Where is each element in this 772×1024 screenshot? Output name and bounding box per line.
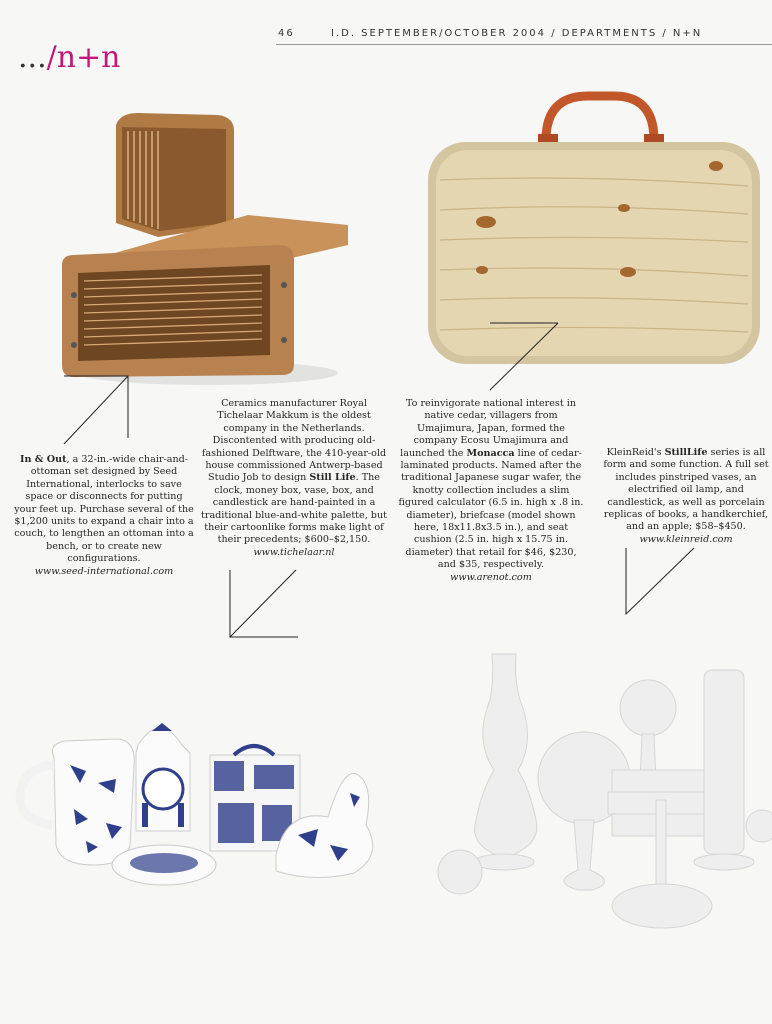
seed-url-link[interactable]: www.seed-international.com: [34, 565, 174, 577]
page-number: 46: [278, 28, 295, 39]
department-title: .../n+n: [18, 40, 121, 75]
caption-still-life: Ceramics manufacturer Royal Tichelaar Makkum is the oldest company in the Netherlands. Discontented with producing old-fashioned Delftware, the 410-year-old house commissioned Antwerp-based Studio Job to design Still Life. The clock, money box, vase, box, and candlestick are hand-painted in a traditional blue-and-white palette, but their cartoonlike forms make light of their precedents; $600–$2,150. www.tichelaar.nl: [201, 398, 387, 558]
caption-in-and-out: In & Out, a 32-in.-wide chair-and-ottoman set designed by Seed International, interlocks to save space or disconnects for putting your feet up. Purchase several of the $1,200 units to expand a chair into a couch, to lengthen an ottoman into a bench, or to create new configurations. www.seed-international.com: [14, 454, 194, 577]
caption-monacca: To reinvigorate national interest in native cedar, villagers from Umajimura, Japan, formed the company Ecosu Umajimura and launched the Monacca line of cedar-laminated products. Named after the traditional Japanese sugar wafer, the knotty collection includes a slim figured calculator (6.5 in. high x .8 in. diameter), briefcase (model shown here, 18x11.8x3.5 in.), and seat cushion (2.5 in. high x 15.75 in. diameter) that retail for $46, $230, and $35, respectively. www.arenot.com: [398, 398, 584, 583]
caption-kleinreid: KleinReid's StillLife series is all form and some function. A full set includes pinstriped vases, an electrified oil lamp, and candlestick, as well as porcelain replicas of books, a handkerchief, and an apple; $58–$450. www.kleinreid.com: [603, 447, 769, 545]
issue-line: I.D. SEPTEMBER/OCTOBER 2004 / DEPARTMENTS / N+N: [331, 28, 703, 39]
tichelaar-url-link[interactable]: www.tichelaar.nl: [253, 546, 335, 558]
arenot-url-link[interactable]: www.arenot.com: [450, 571, 532, 583]
kleinreid-url-link[interactable]: www.kleinreid.com: [639, 533, 733, 545]
